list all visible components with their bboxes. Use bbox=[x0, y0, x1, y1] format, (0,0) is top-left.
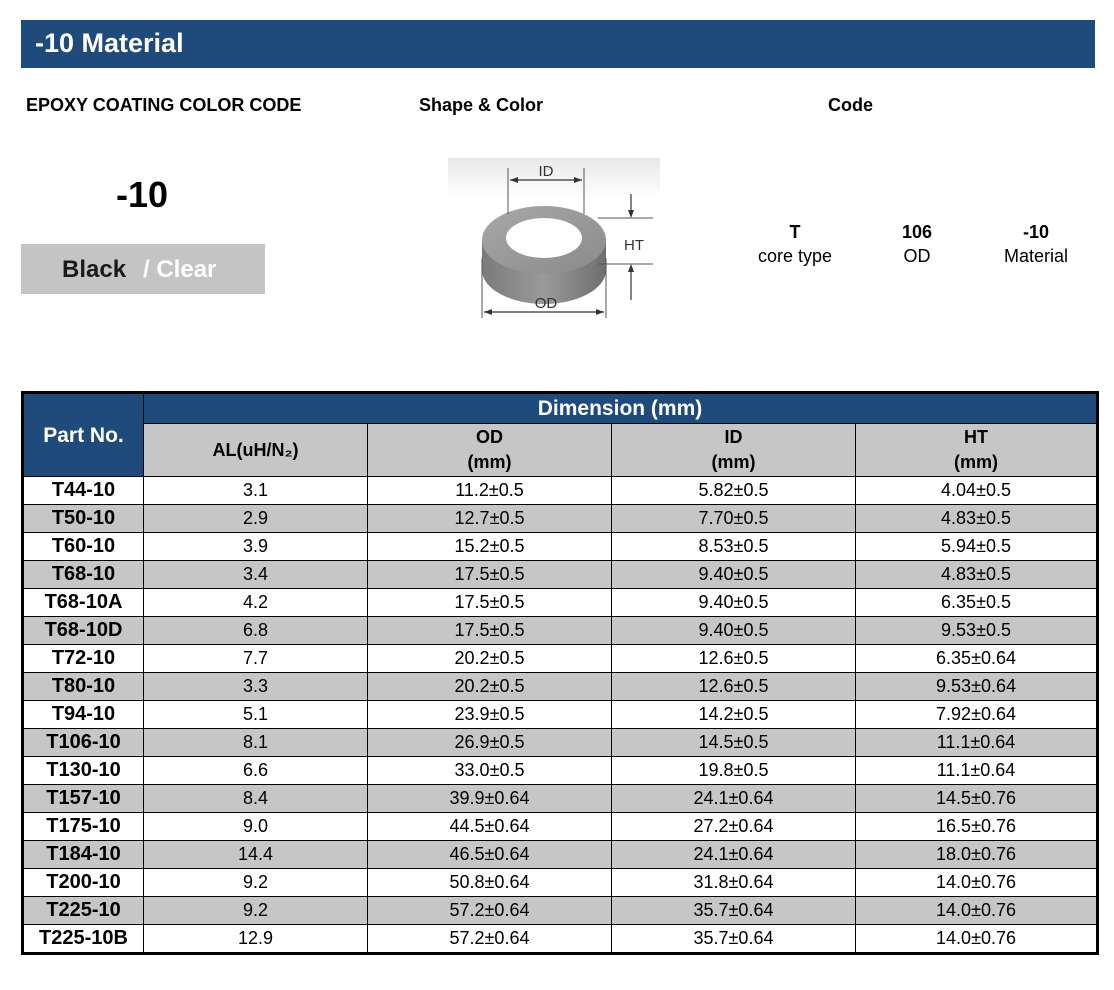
ht-cell: 11.1±0.64 bbox=[856, 729, 1098, 757]
ring-hole bbox=[506, 218, 582, 258]
id-cell: 19.8±0.5 bbox=[612, 757, 856, 785]
page-title: -10 Material bbox=[35, 28, 184, 58]
ht-cell: 11.1±0.64 bbox=[856, 757, 1098, 785]
ht-cell: 14.0±0.76 bbox=[856, 897, 1098, 925]
id-cell: 31.8±0.64 bbox=[612, 869, 856, 897]
od-cell: 26.9±0.5 bbox=[368, 729, 612, 757]
id-label: ID bbox=[538, 163, 554, 180]
al-cell: 5.1 bbox=[144, 701, 368, 729]
table-row bbox=[23, 841, 1098, 869]
od-cell: 33.0±0.5 bbox=[368, 757, 612, 785]
table-row bbox=[23, 561, 1098, 589]
od-cell: 11.2±0.5 bbox=[368, 477, 612, 505]
color-secondary: / Clear bbox=[143, 256, 217, 283]
table-row bbox=[23, 785, 1098, 813]
shape-color-label: Shape & Color bbox=[419, 95, 544, 115]
code-core-type-value: T bbox=[789, 222, 801, 242]
al-cell: 9.2 bbox=[144, 869, 368, 897]
table-row bbox=[23, 757, 1098, 785]
al-cell: 9.0 bbox=[144, 813, 368, 841]
part-no-cell: T200-10 bbox=[23, 869, 144, 897]
code-od-label: OD bbox=[903, 246, 931, 266]
id-cell: 24.1±0.64 bbox=[612, 841, 856, 869]
al-cell: 6.8 bbox=[144, 617, 368, 645]
od-cell: 20.2±0.5 bbox=[368, 645, 612, 673]
id-cell: 35.7±0.64 bbox=[612, 897, 856, 925]
od-cell: 17.5±0.5 bbox=[368, 617, 612, 645]
od-cell: 39.9±0.64 bbox=[368, 785, 612, 813]
od-cell: 57.2±0.64 bbox=[368, 897, 612, 925]
ht-cell: 14.0±0.76 bbox=[856, 869, 1098, 897]
part-no-cell: T106-10 bbox=[23, 729, 144, 757]
dimension-header: Dimension (mm) bbox=[144, 393, 1098, 424]
id-cell: 5.82±0.5 bbox=[612, 477, 856, 505]
part-no-cell: T68-10D bbox=[23, 617, 144, 645]
table-row bbox=[23, 729, 1098, 757]
code-core-type-label: core type bbox=[757, 246, 833, 266]
table-row bbox=[23, 701, 1098, 729]
ht-label: HT bbox=[624, 237, 644, 254]
od-cell: 50.8±0.64 bbox=[368, 869, 612, 897]
al-cell: 3.1 bbox=[144, 477, 368, 505]
part-no-cell: T44-10 bbox=[23, 477, 144, 505]
part-no-cell: T184-10 bbox=[23, 841, 144, 869]
table-row bbox=[23, 897, 1098, 925]
al-cell: 4.2 bbox=[144, 589, 368, 617]
ht-cell: 18.0±0.76 bbox=[856, 841, 1098, 869]
ht-cell: 14.5±0.76 bbox=[856, 785, 1098, 813]
al-cell: 2.9 bbox=[144, 505, 368, 533]
part-no-cell: T72-10 bbox=[23, 645, 144, 673]
ht-cell: 6.35±0.64 bbox=[856, 645, 1098, 673]
part-no-cell: T225-10 bbox=[23, 897, 144, 925]
part-no-cell: T130-10 bbox=[23, 757, 144, 785]
code-od-value: 106 bbox=[901, 222, 933, 242]
od-cell: 23.9±0.5 bbox=[368, 701, 612, 729]
id-cell: 9.40±0.5 bbox=[612, 617, 856, 645]
al-header: AL(uH/N₂) bbox=[144, 424, 368, 477]
od-cell: 46.5±0.64 bbox=[368, 841, 612, 869]
toroid-core-diagram bbox=[448, 158, 660, 320]
table-row bbox=[23, 813, 1098, 841]
id-cell: 14.2±0.5 bbox=[612, 701, 856, 729]
od-cell: 15.2±0.5 bbox=[368, 533, 612, 561]
table-body bbox=[23, 477, 1098, 954]
table-row bbox=[23, 869, 1098, 897]
part-no-cell: T225-10B bbox=[23, 925, 144, 954]
ht-cell: 16.5±0.76 bbox=[856, 813, 1098, 841]
code-label: Code bbox=[828, 95, 873, 115]
od-cell: 17.5±0.5 bbox=[368, 589, 612, 617]
od-header: OD (mm) bbox=[368, 424, 612, 477]
id-cell: 35.7±0.64 bbox=[612, 925, 856, 954]
code-od bbox=[857, 222, 977, 267]
ht-cell: 9.53±0.5 bbox=[856, 617, 1098, 645]
part-no-cell: T50-10 bbox=[23, 505, 144, 533]
id-cell: 8.53±0.5 bbox=[612, 533, 856, 561]
al-cell: 8.1 bbox=[144, 729, 368, 757]
title-bar bbox=[21, 20, 1095, 68]
od-label: OD bbox=[534, 295, 558, 312]
al-cell: 7.7 bbox=[144, 645, 368, 673]
part-no-header: Part No. bbox=[23, 393, 144, 477]
al-cell: 14.4 bbox=[144, 841, 368, 869]
material-code: -10 bbox=[116, 174, 169, 215]
table-row bbox=[23, 533, 1098, 561]
id-cell: 27.2±0.64 bbox=[612, 813, 856, 841]
id-cell: 7.70±0.5 bbox=[612, 505, 856, 533]
al-cell: 8.4 bbox=[144, 785, 368, 813]
part-no-cell: T80-10 bbox=[23, 673, 144, 701]
part-no-cell: T94-10 bbox=[23, 701, 144, 729]
al-cell: 9.2 bbox=[144, 897, 368, 925]
part-no-cell: T68-10A bbox=[23, 589, 144, 617]
id-cell: 14.5±0.5 bbox=[612, 729, 856, 757]
table-row bbox=[23, 645, 1098, 673]
id-cell: 12.6±0.5 bbox=[612, 645, 856, 673]
table-row bbox=[23, 477, 1098, 505]
color-primary: Black bbox=[62, 256, 127, 283]
ht-cell: 14.0±0.76 bbox=[856, 925, 1098, 954]
od-cell: 57.2±0.64 bbox=[368, 925, 612, 954]
od-cell: 44.5±0.64 bbox=[368, 813, 612, 841]
table-row bbox=[23, 505, 1098, 533]
ht-cell: 4.83±0.5 bbox=[856, 561, 1098, 589]
al-cell: 3.3 bbox=[144, 673, 368, 701]
od-cell: 12.7±0.5 bbox=[368, 505, 612, 533]
ht-cell: 4.04±0.5 bbox=[856, 477, 1098, 505]
part-no-cell: T68-10 bbox=[23, 561, 144, 589]
ht-cell: 4.83±0.5 bbox=[856, 505, 1098, 533]
id-cell: 12.6±0.5 bbox=[612, 673, 856, 701]
od-cell: 17.5±0.5 bbox=[368, 561, 612, 589]
code-material-label: Material bbox=[1003, 246, 1069, 266]
id-cell: 9.40±0.5 bbox=[612, 561, 856, 589]
id-header: ID (mm) bbox=[612, 424, 856, 477]
code-material-value: -10 bbox=[1022, 222, 1049, 242]
id-cell: 24.1±0.64 bbox=[612, 785, 856, 813]
ht-cell: 5.94±0.5 bbox=[856, 533, 1098, 561]
ht-cell: 7.92±0.64 bbox=[856, 701, 1098, 729]
al-cell: 12.9 bbox=[144, 925, 368, 954]
ht-cell: 6.35±0.5 bbox=[856, 589, 1098, 617]
table-row bbox=[23, 925, 1098, 954]
spec-table bbox=[21, 391, 1099, 955]
part-no-cell: T157-10 bbox=[23, 785, 144, 813]
epoxy-color-code-label: EPOXY COATING COLOR CODE bbox=[26, 95, 302, 115]
code-material bbox=[976, 222, 1096, 267]
al-cell: 6.6 bbox=[144, 757, 368, 785]
od-cell: 20.2±0.5 bbox=[368, 673, 612, 701]
code-core-type bbox=[735, 222, 855, 267]
table-row bbox=[23, 617, 1098, 645]
part-no-cell: T175-10 bbox=[23, 813, 144, 841]
part-no-cell: T60-10 bbox=[23, 533, 144, 561]
table-row bbox=[23, 589, 1098, 617]
table-row bbox=[23, 673, 1098, 701]
ht-cell: 9.53±0.64 bbox=[856, 673, 1098, 701]
al-cell: 3.4 bbox=[144, 561, 368, 589]
ht-header: HT (mm) bbox=[856, 424, 1098, 477]
al-cell: 3.9 bbox=[144, 533, 368, 561]
id-cell: 9.40±0.5 bbox=[612, 589, 856, 617]
color-code-box bbox=[21, 244, 265, 294]
